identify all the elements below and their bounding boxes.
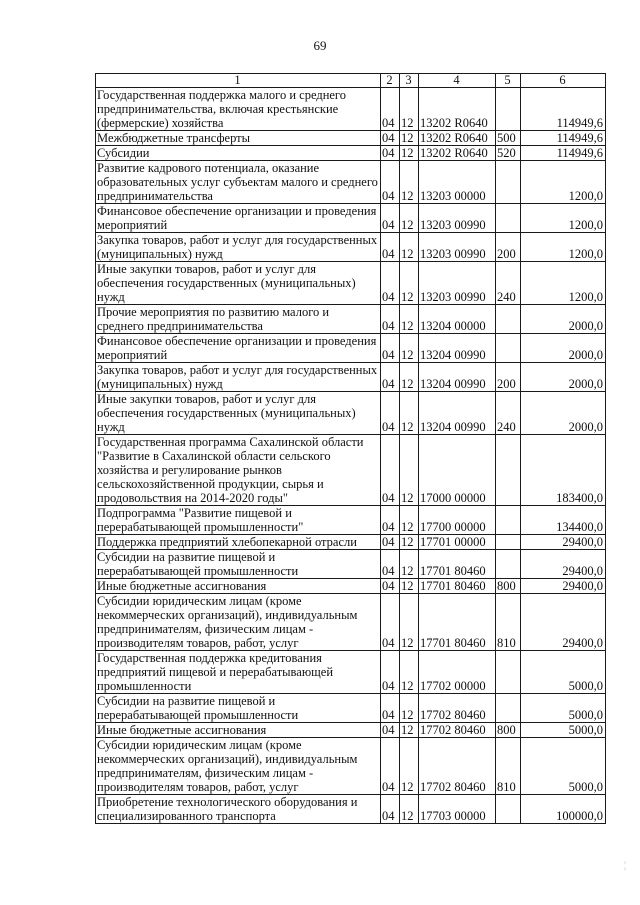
row-target-code: 17703 00000 — [419, 795, 496, 824]
row-subsection: 12 — [400, 363, 419, 392]
table-row — [96, 233, 606, 262]
row-expense-type: 810 — [496, 594, 521, 651]
row-section: 04 — [381, 723, 400, 738]
row-section: 04 — [381, 88, 400, 131]
row-amount: 1200,0 — [521, 161, 606, 204]
row-expense-type — [496, 550, 521, 579]
row-amount: 114949,6 — [521, 88, 606, 131]
table-row — [96, 723, 606, 738]
row-section: 04 — [381, 579, 400, 594]
row-subsection: 12 — [400, 233, 419, 262]
row-amount: 29400,0 — [521, 535, 606, 550]
row-amount: 5000,0 — [521, 738, 606, 795]
column-header-subsection: 3 — [400, 74, 419, 88]
row-section: 04 — [381, 738, 400, 795]
row-section: 04 — [381, 204, 400, 233]
row-target-code: 17702 00000 — [419, 651, 496, 694]
row-expense-type — [496, 694, 521, 723]
row-section: 04 — [381, 651, 400, 694]
row-section: 04 — [381, 795, 400, 824]
row-subsection: 12 — [400, 738, 419, 795]
table-row — [96, 579, 606, 594]
row-amount: 183400,0 — [521, 435, 606, 506]
column-header-target-code: 4 — [419, 74, 496, 88]
row-expense-type: 800 — [496, 723, 521, 738]
table-row — [96, 334, 606, 363]
row-subsection: 12 — [400, 131, 419, 146]
row-expense-type: 200 — [496, 363, 521, 392]
row-name: Развитие кадрового потенциала, оказание образовательных услуг субъектам малого и среднего предпринимательства — [96, 161, 381, 204]
row-section: 04 — [381, 694, 400, 723]
row-section: 04 — [381, 435, 400, 506]
margin-mark: ¦ — [624, 860, 627, 871]
row-section: 04 — [381, 262, 400, 305]
row-subsection: 12 — [400, 161, 419, 204]
row-amount: 29400,0 — [521, 579, 606, 594]
row-name: Иные бюджетные ассигнования — [96, 723, 381, 738]
row-name: Приобретение технологического оборудования и специализированного транспорта — [96, 795, 381, 824]
row-expense-type — [496, 535, 521, 550]
row-amount: 5000,0 — [521, 651, 606, 694]
table-row — [96, 363, 606, 392]
row-name: Иные закупки товаров, работ и услуг для обеспечения государственных (муниципальных) нужд — [96, 262, 381, 305]
row-subsection: 12 — [400, 262, 419, 305]
row-expense-type — [496, 795, 521, 824]
row-target-code: 17701 80460 — [419, 579, 496, 594]
row-amount: 2000,0 — [521, 392, 606, 435]
row-target-code: 17701 80460 — [419, 594, 496, 651]
row-section: 04 — [381, 334, 400, 363]
row-expense-type: 200 — [496, 233, 521, 262]
row-expense-type — [496, 506, 521, 535]
row-amount: 2000,0 — [521, 305, 606, 334]
row-subsection: 12 — [400, 305, 419, 334]
column-header-expense-type: 5 — [496, 74, 521, 88]
row-subsection: 12 — [400, 334, 419, 363]
row-subsection: 12 — [400, 651, 419, 694]
row-amount: 1200,0 — [521, 233, 606, 262]
row-expense-type — [496, 305, 521, 334]
row-amount: 2000,0 — [521, 363, 606, 392]
row-amount: 1200,0 — [521, 262, 606, 305]
row-subsection: 12 — [400, 435, 419, 506]
row-section: 04 — [381, 305, 400, 334]
row-name: Субсидии юридическим лицам (кроме некоммерческих организаций), индивидуальным предпринимателям, физическим лицам - производителям товаров, работ, услуг — [96, 594, 381, 651]
row-expense-type — [496, 435, 521, 506]
row-name: Прочие мероприятия по развитию малого и среднего предпринимательства — [96, 305, 381, 334]
row-name: Финансовое обеспечение организации и проведения мероприятий — [96, 204, 381, 233]
row-section: 04 — [381, 550, 400, 579]
row-target-code: 17702 80460 — [419, 694, 496, 723]
row-name: Иные бюджетные ассигнования — [96, 579, 381, 594]
row-section: 04 — [381, 535, 400, 550]
row-target-code: 13203 00990 — [419, 204, 496, 233]
row-target-code: 13202 R0640 — [419, 146, 496, 161]
page-number: 69 — [313, 38, 327, 53]
row-section: 04 — [381, 131, 400, 146]
row-section: 04 — [381, 594, 400, 651]
row-target-code: 13204 00990 — [419, 334, 496, 363]
row-target-code: 17702 80460 — [419, 738, 496, 795]
row-subsection: 12 — [400, 795, 419, 824]
table-row — [96, 146, 606, 161]
row-name: Субсидии на развитие пищевой и перерабатывающей промышленности — [96, 694, 381, 723]
row-target-code: 13203 00000 — [419, 161, 496, 204]
row-name: Государственная поддержка кредитования предприятий пищевой и перерабатывающей промышленности — [96, 651, 381, 694]
row-target-code: 13204 00990 — [419, 392, 496, 435]
row-target-code: 17000 00000 — [419, 435, 496, 506]
header-row — [96, 74, 606, 88]
row-amount: 114949,6 — [521, 146, 606, 161]
row-section: 04 — [381, 233, 400, 262]
row-name: Межбюджетные трансферты — [96, 131, 381, 146]
row-name: Финансовое обеспечение организации и проведения мероприятий — [96, 334, 381, 363]
row-subsection: 12 — [400, 723, 419, 738]
row-target-code: 13202 R0640 — [419, 131, 496, 146]
row-name: Субсидии — [96, 146, 381, 161]
row-amount: 2000,0 — [521, 334, 606, 363]
row-amount: 1200,0 — [521, 204, 606, 233]
row-name: Поддержка предприятий хлебопекарной отрасли — [96, 535, 381, 550]
row-section: 04 — [381, 161, 400, 204]
budget-table — [95, 73, 606, 824]
row-subsection: 12 — [400, 579, 419, 594]
row-target-code: 13203 00990 — [419, 233, 496, 262]
row-expense-type — [496, 204, 521, 233]
column-header-section: 2 — [381, 74, 400, 88]
row-target-code: 17701 00000 — [419, 535, 496, 550]
row-subsection: 12 — [400, 392, 419, 435]
row-expense-type — [496, 161, 521, 204]
row-expense-type: 800 — [496, 579, 521, 594]
row-expense-type: 240 — [496, 392, 521, 435]
row-name: Закупка товаров, работ и услуг для государственных (муниципальных) нужд — [96, 363, 381, 392]
table-row — [96, 262, 606, 305]
table-row — [96, 161, 606, 204]
row-target-code: 13203 00990 — [419, 262, 496, 305]
table-row — [96, 795, 606, 824]
row-amount: 29400,0 — [521, 594, 606, 651]
row-target-code: 13204 00990 — [419, 363, 496, 392]
row-subsection: 12 — [400, 146, 419, 161]
row-target-code: 13204 00000 — [419, 305, 496, 334]
table-row — [96, 550, 606, 579]
table-row — [96, 435, 606, 506]
row-expense-type — [496, 88, 521, 131]
row-expense-type: 500 — [496, 131, 521, 146]
row-amount: 5000,0 — [521, 694, 606, 723]
row-target-code: 17702 80460 — [419, 723, 496, 738]
row-amount: 29400,0 — [521, 550, 606, 579]
row-expense-type: 240 — [496, 262, 521, 305]
row-section: 04 — [381, 363, 400, 392]
row-expense-type — [496, 334, 521, 363]
column-header-amount: 6 — [521, 74, 606, 88]
table-row — [96, 305, 606, 334]
table-body — [96, 88, 606, 824]
row-subsection: 12 — [400, 204, 419, 233]
row-subsection: 12 — [400, 506, 419, 535]
table-row — [96, 694, 606, 723]
row-section: 04 — [381, 146, 400, 161]
row-subsection: 12 — [400, 550, 419, 579]
row-subsection: 12 — [400, 694, 419, 723]
table-row — [96, 506, 606, 535]
row-target-code: 17700 00000 — [419, 506, 496, 535]
table-row — [96, 392, 606, 435]
row-expense-type — [496, 651, 521, 694]
row-amount: 134400,0 — [521, 506, 606, 535]
row-target-code: 13202 R0640 — [419, 88, 496, 131]
row-name: Субсидии юридическим лицам (кроме некоммерческих организаций), индивидуальным предпринимателям, физическим лицам - производителям товаров, работ, услуг — [96, 738, 381, 795]
row-expense-type: 520 — [496, 146, 521, 161]
row-name: Субсидии на развитие пищевой и перерабатывающей промышленности — [96, 550, 381, 579]
row-subsection: 12 — [400, 88, 419, 131]
row-name: Государственная программа Сахалинской области "Развитие в Сахалинской области сельского хозяйства и регулирование рынков сельскохозяйственной продукции, сырья и продовольствия на 2014-2020 годы" — [96, 435, 381, 506]
row-name: Закупка товаров, работ и услуг для государственных (муниципальных) нужд — [96, 233, 381, 262]
table-row — [96, 88, 606, 131]
table-row — [96, 131, 606, 146]
row-amount: 114949,6 — [521, 131, 606, 146]
column-header-name: 1 — [96, 74, 381, 88]
table-row — [96, 594, 606, 651]
row-amount: 100000,0 — [521, 795, 606, 824]
row-name: Иные закупки товаров, работ и услуг для обеспечения государственных (муниципальных) нужд — [96, 392, 381, 435]
table-row — [96, 651, 606, 694]
row-target-code: 17701 80460 — [419, 550, 496, 579]
row-subsection: 12 — [400, 535, 419, 550]
row-subsection: 12 — [400, 594, 419, 651]
row-section: 04 — [381, 506, 400, 535]
row-name: Подпрограмма "Развитие пищевой и перерабатывающей промышленности" — [96, 506, 381, 535]
table-row — [96, 738, 606, 795]
row-section: 04 — [381, 392, 400, 435]
row-amount: 5000,0 — [521, 723, 606, 738]
table-row — [96, 204, 606, 233]
row-expense-type: 810 — [496, 738, 521, 795]
table-row — [96, 535, 606, 550]
row-name: Государственная поддержка малого и среднего предпринимательства, включая крестьянские (фермерские) хозяйства — [96, 88, 381, 131]
